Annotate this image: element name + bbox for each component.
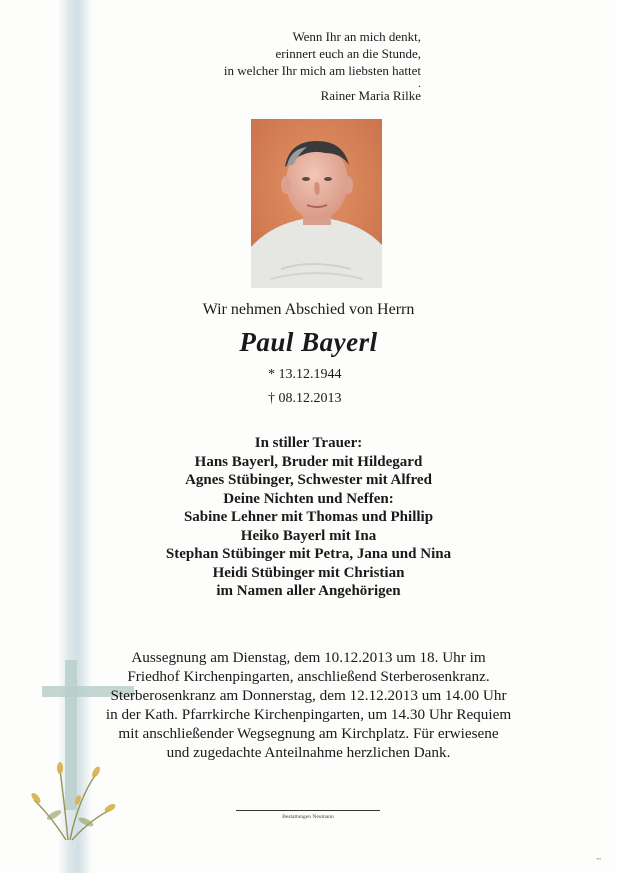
mourners-list <box>0 434 617 601</box>
print-mark: ▪▪▪ <box>596 856 601 861</box>
poem-line: erinnert euch an die Stunde, <box>275 46 421 61</box>
signature-divider <box>236 810 380 811</box>
life-dates <box>268 363 342 411</box>
birth-date: * 13.12.1944 <box>268 367 342 382</box>
notice-line: mit anschließender Wegsegnung am Kirchplatz. Für erwiesene <box>118 725 499 742</box>
mourner-line: Stephan Stübinger mit Petra, Jana und Nina <box>165 546 452 562</box>
mourner-line: Hans Bayerl, Bruder mit Hildegard <box>194 453 423 470</box>
notice-line: in der Kath. Pfarrkirche Kirchenpingarten, um 14.30 Uhr Requiem <box>105 706 512 723</box>
mourners-heading: In stiller Trauer: <box>254 435 363 451</box>
portrait-photo <box>251 119 382 288</box>
poem-quote <box>224 28 421 104</box>
poem-author: Rainer Maria Rilke <box>320 88 421 103</box>
farewell-intro: Wir nehmen Abschied von Herrn <box>202 301 415 318</box>
death-date: † 08.12.2013 <box>268 391 342 406</box>
mourner-line: Deine Nichten und Neffen: <box>223 490 394 507</box>
notice-line: und zugedachte Anteilnahme herzlichen Dank. <box>166 744 451 761</box>
poem-dot: . <box>418 76 421 90</box>
poem-line: in welcher Ihr mich am liebsten hattet <box>223 63 421 78</box>
notice-line: Friedhof Kirchenpingarten, anschließend Sterberosenkranz. <box>127 668 490 685</box>
mourner-line: im Namen aller Angehörigen <box>216 583 401 599</box>
mourner-line: Heiko Bayerl mit Ina <box>240 527 377 544</box>
service-notice <box>0 648 617 762</box>
mourner-line: Sabine Lehner mit Thomas und Phillip <box>183 509 434 525</box>
mourner-line: Agnes Stübinger, Schwester mit Alfred <box>185 472 432 488</box>
poem-line: Wenn Ihr an mich denkt, <box>292 29 421 44</box>
notice-line: Aussegnung am Dienstag, dem 10.12.2013 um 18. Uhr im <box>131 649 486 666</box>
deceased-name: Paul Bayerl <box>239 327 378 357</box>
mourner-line: Heidi Stübinger mit Christian <box>212 564 405 581</box>
undertaker-name: Bestattungen Neumann <box>282 814 334 820</box>
notice-line: Sterberosenkranz am Donnerstag, dem 12.12.2013 um 14.00 Uhr <box>110 687 507 704</box>
